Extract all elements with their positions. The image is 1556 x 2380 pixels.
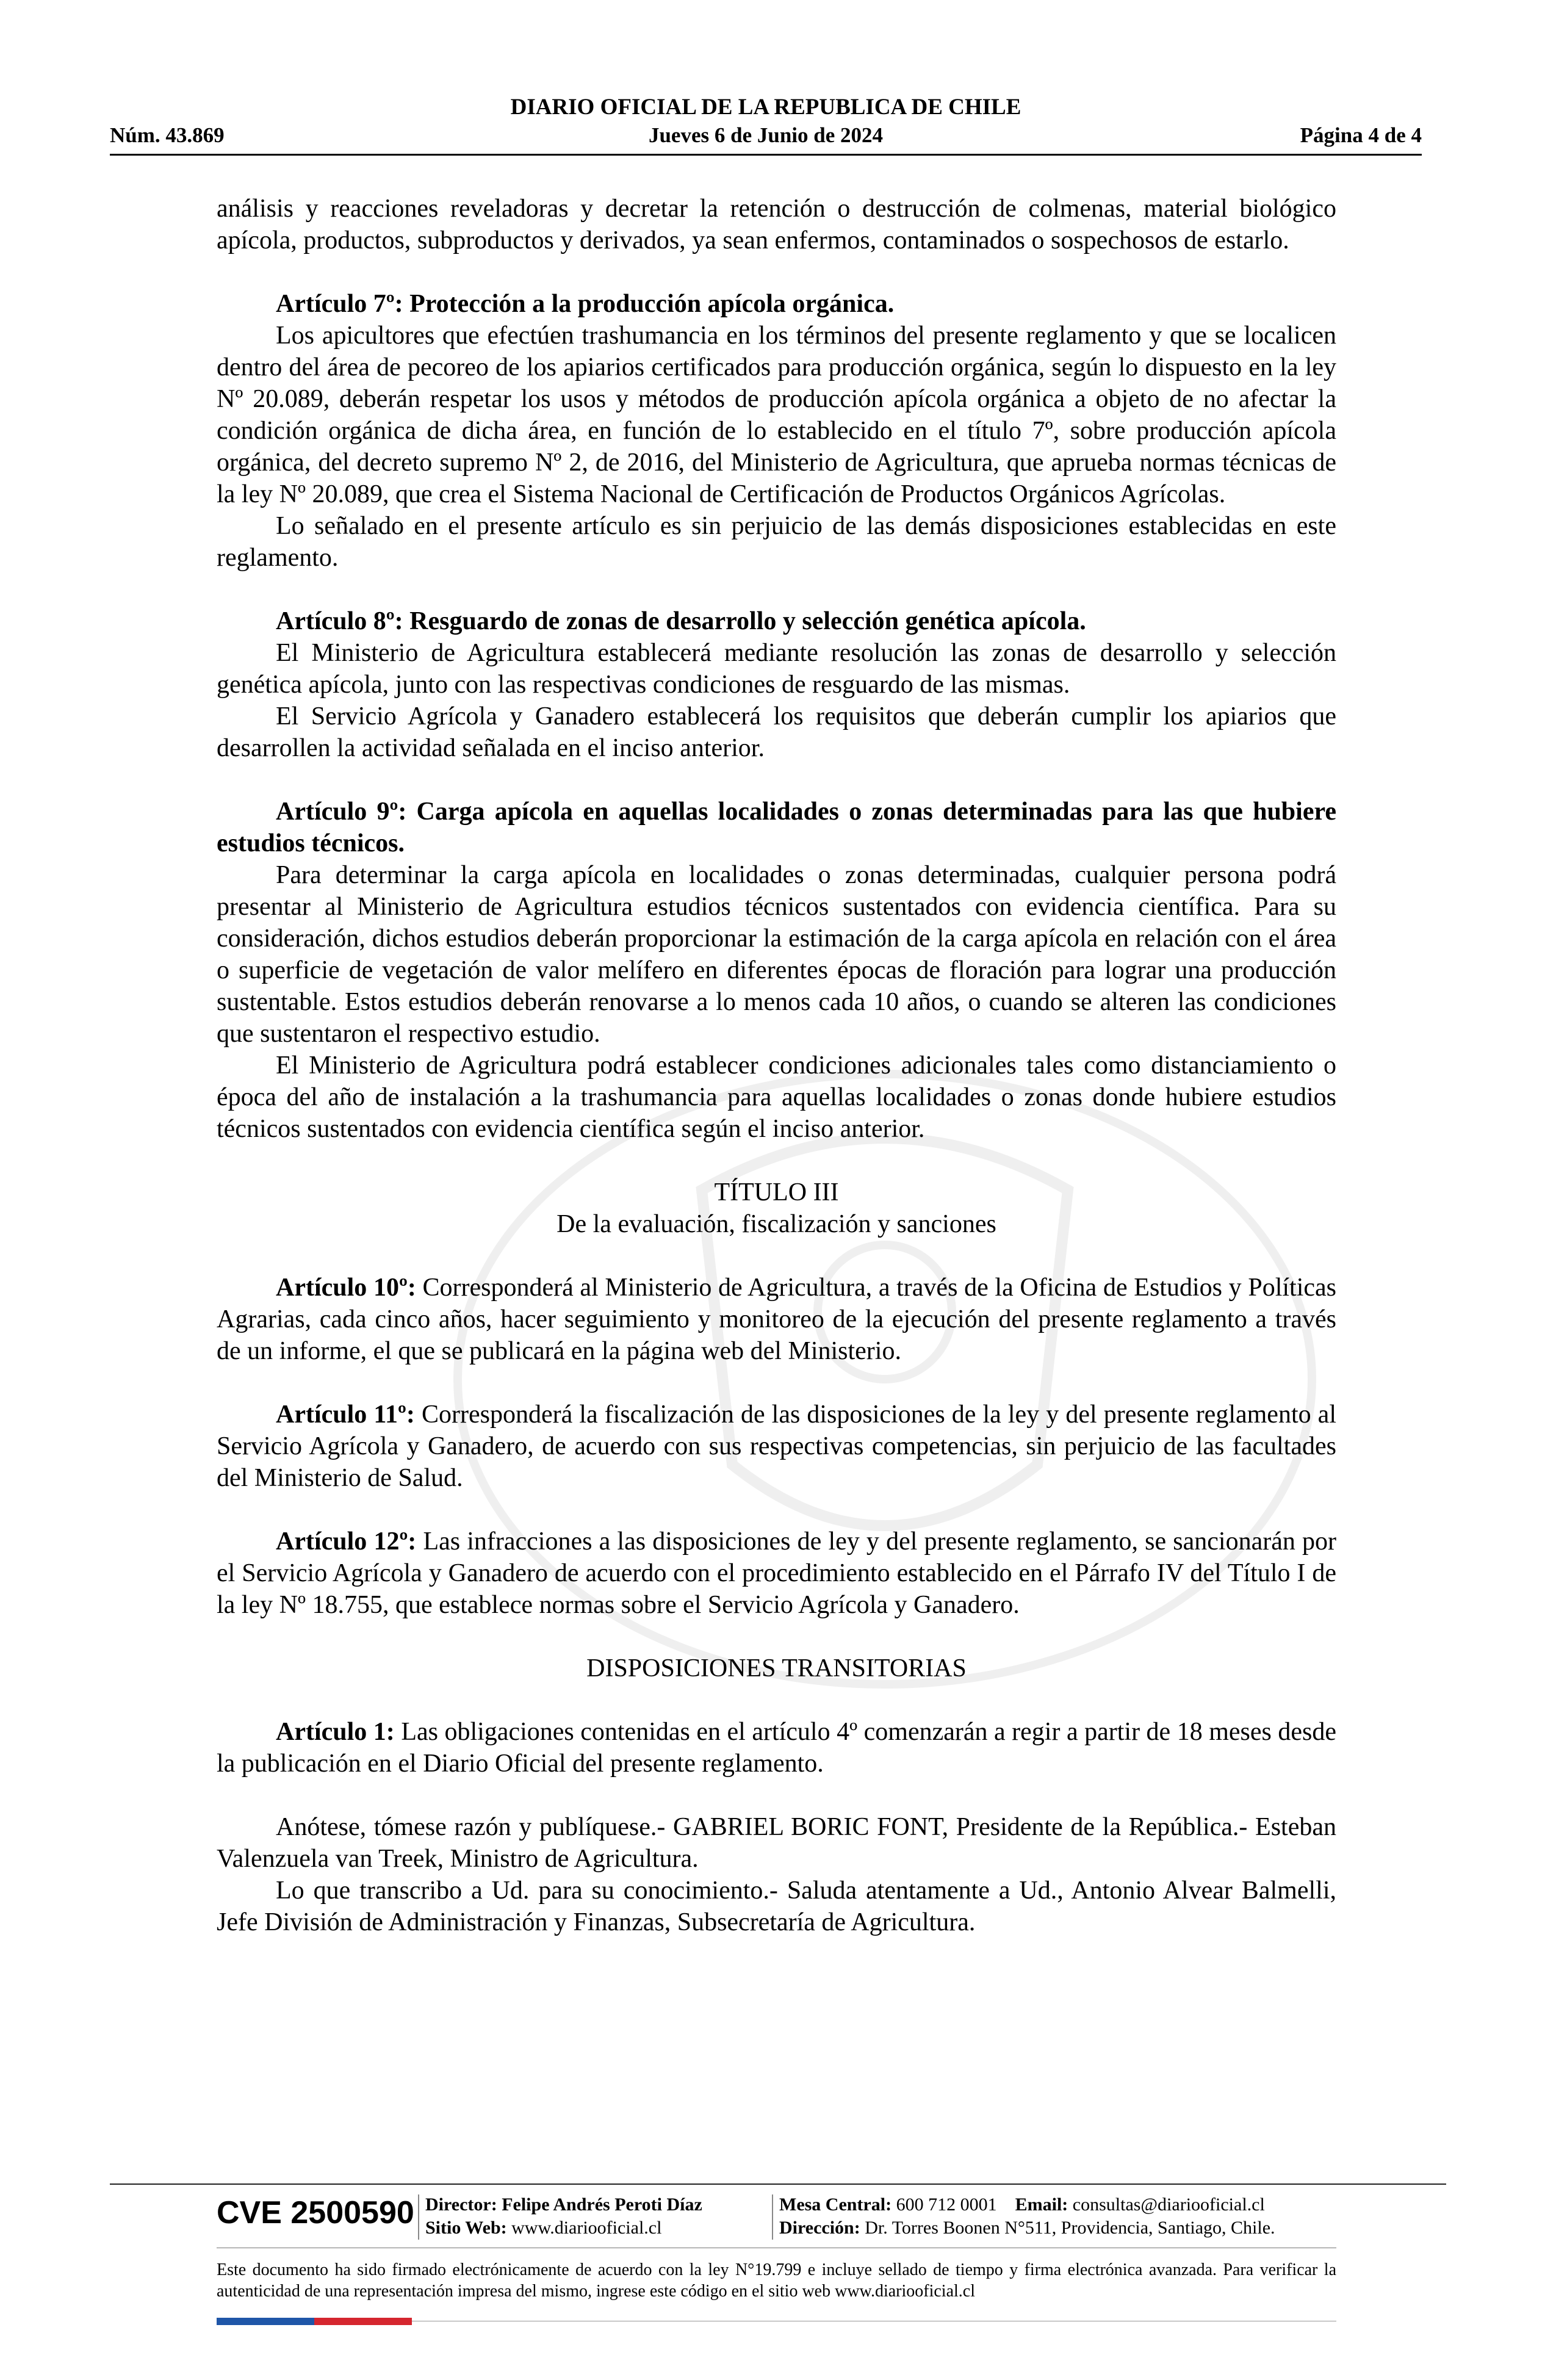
transitory-title: DISPOSICIONES TRANSITORIAS (586, 1654, 967, 1682)
site-value[interactable]: www.diariooficial.cl (511, 2218, 662, 2238)
mesa-label: Mesa Central: (779, 2194, 892, 2215)
document-body (217, 193, 1336, 1938)
transitory-article-1-label: Artículo 1: (276, 1718, 395, 1746)
email-value[interactable]: consultas@diariooficial.cl (1072, 2194, 1265, 2215)
paragraph: Lo señalado en el presente artículo es sin perjuicio de las demás disposiciones establecidas en este reglamento. (217, 512, 1336, 572)
director-label: Director: (425, 2194, 497, 2215)
footer-separator (418, 2194, 419, 2240)
paragraph: análisis y reacciones reveladoras y decretar la retención o destrucción de colmenas, material biológico apícola, productos, subproductos y derivados, ya sean enfermos, contaminados o sospechosos de estarlo. (217, 195, 1336, 254)
article-11-text: Corresponderá la fiscalización de las disposiciones de la ley y del presente reglamento al Servicio Agrícola y Ganadero, de acuerdo con sus respectivas competencias, sin perjuicio de las facultades del Ministerio de Salud. (217, 1401, 1336, 1492)
article-10-label: Artículo 10º: (276, 1274, 416, 1302)
footer-contact-block (779, 2193, 1275, 2240)
transitory-article-1 (217, 1716, 1336, 1780)
article-10-text: Corresponderá al Ministerio de Agricultura, a través de la Oficina de Estudios y Políticas Agrarias, cada cinco años, hacer seguimiento y monitoreo de la ejecución del presente reglamento a través de un informe, el que se publicará en la página web del Ministerio. (217, 1274, 1336, 1365)
closing-paragraph: Anótese, tómese razón y publíquese.- GABRIEL BORIC FONT, Presidente de la República.- Esteban Valenzuela van Treek, Ministro de Agricultura. (217, 1813, 1336, 1873)
address-value: Dr. Torres Boonen N°511, Providencia, Santiago, Chile. (865, 2218, 1275, 2238)
article-9-title: Artículo 9º: Carga apícola en aquellas localidades o zonas determinadas para las que hubiere estudios técnicos. (217, 798, 1336, 857)
paragraph: Para determinar la carga apícola en localidades o zonas determinadas, cualquier persona podrá presentar al Ministerio de Agricultura estudios técnicos sustentados con evidencia científica. Para su consideración, dichos estudios deberán proporcionar la estimación de la carga apícola en relación con el área o superficie de vegetación de valor melífero en diferentes épocas de floración para lograr una producción sustentable. Estos estudios deberán renovarse a lo menos cada 10 años, o cuando se alteren las condiciones que sustentaron el respectivo estudio. (217, 861, 1336, 1048)
article-9-heading (217, 796, 1336, 859)
footer-separator (772, 2194, 773, 2240)
email-label: Email: (1015, 2194, 1068, 2215)
issue-date: Jueves 6 de Junio de 2024 (648, 123, 884, 147)
cve-code: CVE 2500590 (217, 2195, 414, 2230)
page-footer (217, 2191, 1336, 2246)
header-divider (110, 154, 1422, 156)
paper-name: DIARIO OFICIAL DE LA REPUBLICA DE CHILE (510, 95, 1021, 120)
article-11-label: Artículo 11º: (276, 1401, 415, 1429)
closing-paragraph: Lo que transcribo a Ud. para su conocimiento.- Saluda atentamente a Ud., Antonio Alvear Balmelli, Jefe División de Administración y Finanzas, Subsecretaría de Agricultura. (217, 1877, 1336, 1936)
article-12 (217, 1526, 1336, 1621)
site-label: Sitio Web: (425, 2218, 507, 2238)
paragraph: El Ministerio de Agricultura podrá establecer condiciones adicionales tales como distanciamiento o época del año de instalación a la trashumancia para aquellas localidades o zonas donde hubiere estudios técnicos sustentados con evidencia científica según el inciso anterior. (217, 1051, 1336, 1143)
paragraph: El Servicio Agrícola y Ganadero establecerá los requisitos que deberán cumplir los apiarios que desarrollen la actividad señalada en el inciso anterior. (217, 702, 1336, 762)
footer-director-block (425, 2193, 702, 2240)
section-subtitle: De la evaluación, fiscalización y sanciones (556, 1210, 996, 1238)
article-7-title: Artículo 7º: Protección a la producción apícola orgánica. (276, 290, 895, 318)
article-12-text: Las infracciones a las disposiciones de ley y del presente reglamento, se sancionarán por el Servicio Agrícola y Ganadero de acuerdo con el procedimiento establecido en el Párrafo IV del Título I de la ley Nº 18.755, que establece normas sobre el Servicio Agrícola y Ganadero. (217, 1527, 1336, 1619)
article-8-title: Artículo 8º: Resguardo de zonas de desarrollo y selección genética apícola. (276, 607, 1086, 635)
article-11 (217, 1399, 1336, 1494)
flag-red-segment (314, 2318, 412, 2325)
flag-blue-segment (217, 2318, 314, 2325)
paragraph: El Ministerio de Agricultura establecerá mediante resolución las zonas de desarrollo y selección genética apícola, junto con las respectivas condiciones de resguardo de las mismas. (217, 639, 1336, 699)
article-7-heading (217, 288, 1336, 320)
transitory-article-1-text: Las obligaciones contenidas en el artículo 4º comenzarán a regir a partir de 18 meses desde la publicación en el Diario Oficial del presente reglamento. (217, 1718, 1336, 1778)
mesa-value: 600 712 0001 (896, 2194, 997, 2215)
article-10 (217, 1272, 1336, 1367)
article-8-heading (217, 605, 1336, 637)
page-number: Página 4 de 4 (1300, 123, 1422, 147)
director-name: Felipe Andrés Peroti Díaz (502, 2194, 702, 2215)
section-title: TÍTULO III (714, 1178, 839, 1206)
footer-top-divider (110, 2183, 1446, 2185)
flag-stripe (217, 2318, 412, 2325)
article-12-label: Artículo 12º: (276, 1527, 417, 1556)
paragraph: Los apicultores que efectúen trashumancia en los términos del presente reglamento y que se localicen dentro del área de pecoreo de los apiarios certificados para producción orgánica, según lo dispuesto en la ley Nº 20.089, deberán respetar los usos y métodos de producción apícola orgánica a objeto de no afectar la condición orgánica de dicha área, en función de lo establecido en el título 7º, sobre producción apícola orgánica, del decreto supremo Nº 2, de 2016, del Ministerio de Agricultura, que aprueba normas técnicas de la ley Nº 20.089, que crea el Sistema Nacional de Certificación de Productos Orgánicos Agrícolas. (217, 322, 1336, 508)
page-header (110, 92, 1422, 153)
address-label: Dirección: (779, 2218, 860, 2238)
legal-note: Este documento ha sido firmado electrónicamente de acuerdo con la ley N°19.799 e incluye sellado de tiempo y firma electrónica avanzada. Para verificar la autenticidad de una representación impresa del mismo, ingrese este código en el sitio web www.diariooficial.cl (217, 2260, 1336, 2301)
issue-number: Núm. 43.869 (110, 123, 225, 147)
